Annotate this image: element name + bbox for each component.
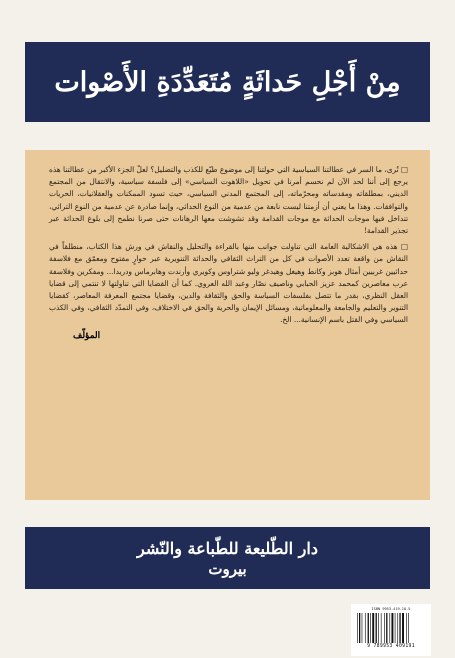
title-band [25,42,430,122]
blurb-paragraph-1: □ تُرى، ما السر في عطالتنا السياسية التي حولتنا إلى موضوع طيّع للكذب والتضليل؟ لعلّ الجزء الأكبر من عطالتنا هذه يرجع إلى أننا لحد الآن لم نحسم أمرنا في تحويل «اللاهوت السياسي» إلى فلسفة سياسية، والانتقال من المجتمع الديني، بمطلقاته ومقدساته ومحرّماته، إلى المجتمع المدني السياسي، حيث تسود الممكنات والعقلانيات، الحريات والتوافقات. وهذا ما يعني أن أزمتنا ليست نابعة من عدمية من النوع الحداثي، وإنما صادرة عن عدمية من النوع التراثي، تتداخل فيها موجات الحداثة مع موجات القدامة وقد تشوشت معها الرهانات حتى صرنا نطمح إلى بلوغ الحداثة عبر تجذير القدامة! [49,165,408,236]
blurb-text [49,164,408,327]
isbn-text: ISBN 9953-419-18-5 [371,607,411,611]
barcode-bars [356,613,426,643]
blurb-panel [25,150,430,500]
publisher-band [25,527,430,589]
publisher-city: بيروت [208,559,247,578]
author-signature: المؤلّف [73,330,101,341]
blurb-paragraph-2: □ هذه هي الاشكالية العامة التي تناولت جوانب منها بالقراءة والتحليل والنقاش في ورش هذا الكتاب، منطلقاً في النقاش من واقعة تعدد الأصوات في كل من التراث الثقافي والحداثة التنويرية عبر حوارٍ مفتوح ومعمّق مع فلاسفة حداثيين غربيين أمثال هوبز وكانط وهيغل وهيدغر وليو شتراوس وكويري وأرندت وهابرماس ودريدا... ومفكرين وفلاسفة عرب معاصرين كمحمد عزيز الحبابي وناصيف نصّار وعبد الله العروي. كما أن القضايا التي تناولتها لا تنتمي إلى قضايا العقل النظري، بقدر ما تتصل بفلسفات السياسة والحق والثقافة والدين، وقضايا مجتمع المعرفة المعاصر، كقضايا التنوير والتعليم والجامعة والمعلوماتية، ومسائل الإيمان والحرية والحق في الاختلاف، وفي التمدّد الثقافي، وفي الكذب السياسي وفي القتل باسم الإنسانية... الخ. [49,242,408,325]
barcode [351,604,431,656]
barcode-digits: 9 789953 409191 [367,644,415,649]
publisher-name: دار الطّليعة للطّباعة والنّشر [137,538,318,558]
book-title: مِنْ أَجْلِ حَداثَةٍ مُتَعَدِّدَةِ الأَصْوات [54,66,401,98]
